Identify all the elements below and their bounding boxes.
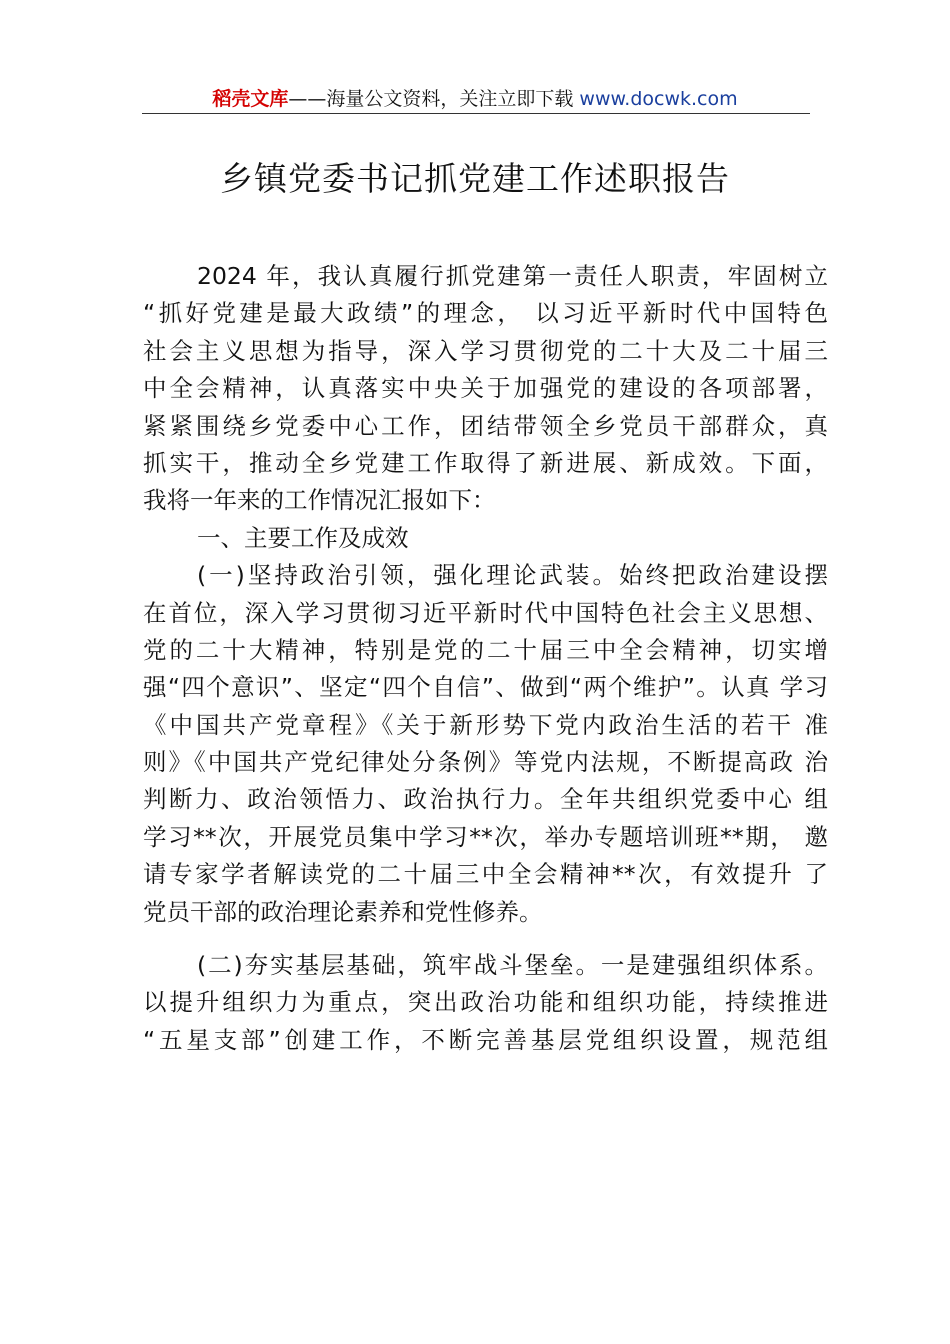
paragraph-line: 在首位，深入学习贯彻习近平新时代中国特色社会主义思想、 [143, 598, 828, 627]
page-title: 乡镇党委书记抓党建工作述职报告 [220, 159, 730, 198]
paragraph-line: 党的二十大精神，特别是党的二十届三中全会精神，切实增 [143, 635, 828, 664]
header-tagline: ——海量公文资料，关注立即下载 [288, 88, 574, 110]
paragraph-line: 中全会精神，认真落实中央关于加强党的建设的各项部署， [143, 374, 828, 403]
document-body [143, 258, 828, 1059]
paragraph-line: 《中国共产党章程》《关于新形势下党内政治生活的若干 准 [143, 710, 828, 739]
header-divider [142, 113, 810, 114]
paragraph-line: “五星支部”创建工作，不断完善基层党组织设置，规范组 [143, 1025, 828, 1054]
paragraph-line: 紧紧围绕乡党委中心工作，团结带领全乡党员干部群众，真 [143, 411, 828, 440]
paragraph-line: (一)坚持政治引领，强化理论武装。始终把政治建设摆 [197, 561, 828, 590]
paragraph-line: (二)夯实基层基础，筑牢战斗堡垒。一是建强组织体系。 [197, 951, 828, 980]
paragraph-line: 判断力、政治领悟力、政治执行力。全年共组织党委中心 组 [143, 785, 828, 814]
brand-name: 稻壳文库 [212, 88, 289, 110]
paragraph-line: 请专家学者解读党的二十届三中全会精神**次，有效提升 了 [143, 860, 828, 889]
paragraph-line: 学习**次，开展党员集中学习**次，举办专题培训班**期， 邀 [143, 822, 828, 851]
paragraph-line: 抓实干，推动全乡党建工作取得了新进展、新成效。下面， [143, 448, 828, 477]
paragraph-spacer [143, 931, 828, 947]
paragraph-line: 强“四个意识”、坚定“四个自信”、做到“两个维护”。认真 学习 [143, 673, 828, 702]
paragraph-line: 社会主义思想为指导，深入学习贯彻党的二十大及二十届三 [143, 336, 828, 365]
paragraph-line: 则》《中国共产党纪律处分条例》等党内法规，不断提高政 治 [143, 748, 828, 777]
paragraph-line: 以提升组织力为重点，突出政治功能和组织功能，持续推进 [143, 988, 828, 1017]
site-header [0, 84, 950, 111]
site-url-link[interactable]: www.docwk.com [579, 88, 738, 110]
paragraph-line: “抓好党建是最大政绩”的理念， 以习近平新时代中国特色 [143, 299, 828, 328]
paragraph-line: 2024 年，我认真履行抓党建第一责任人职责，牢固树立 [197, 262, 828, 290]
section-heading: 一、主要工作及成效 [197, 523, 409, 552]
paragraph-line: 党员干部的政治理论素养和党性修养。 [143, 897, 543, 926]
paragraph-line: 我将一年来的工作情况汇报如下： [143, 486, 496, 515]
